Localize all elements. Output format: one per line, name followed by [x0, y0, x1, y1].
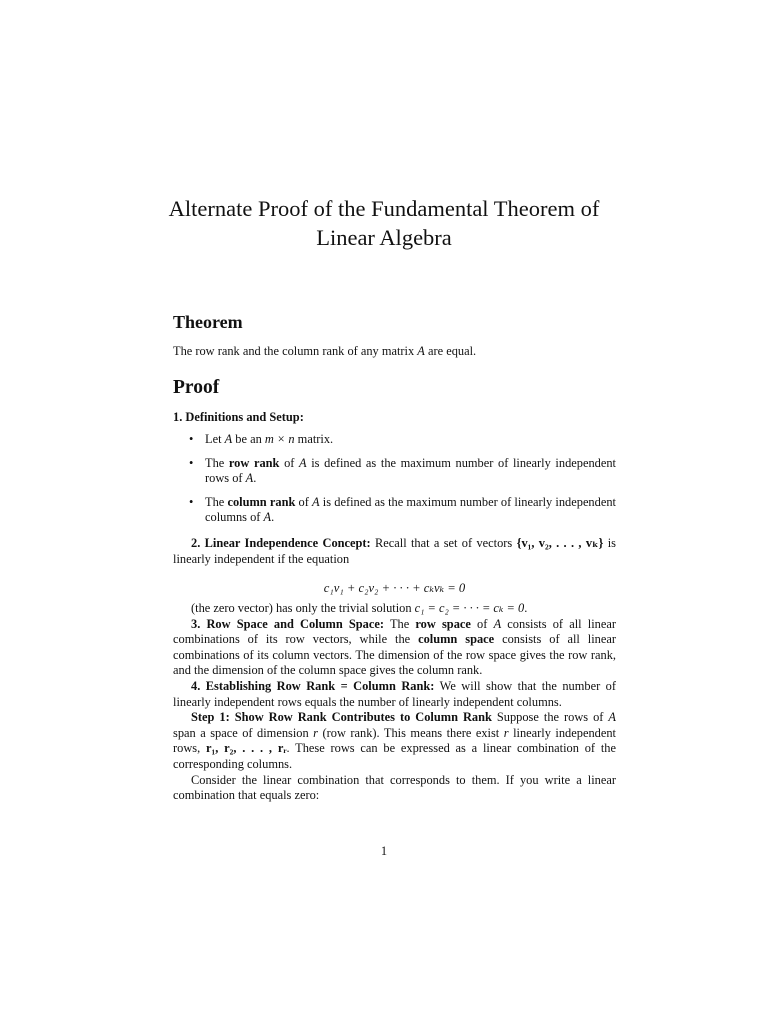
- step2-paragraph: 2. Linear Independence Concept: Recall that a set of vectors {v₁, v₂, . . . , vₖ} is linearly independent if the equation: [173, 536, 616, 566]
- list-item: • The column rank of A is defined as the maximum number of linearly independent columns of A.: [173, 495, 616, 526]
- page-number: 1: [380, 844, 388, 858]
- step-a-paragraph: Step 1: Show Row Rank Contributes to Column Rank Suppose the rows of A span a space of dimension r (row rank). This means there exist r linearly independent rows, r₁, r₂, . . . , rᵣ. These rows can be expressed as a linear combination of the corresponding columns.: [173, 710, 616, 771]
- list-item: • Let A be an m × n matrix.: [173, 432, 616, 448]
- step4-paragraph: 4. Establishing Row Rank = Column Rank: We will show that the number of linearly independent rows equals the number of linearly independent columns.: [173, 678, 616, 709]
- theorem-statement: The row rank and the column rank of any matrix A are equal.: [173, 344, 477, 358]
- step3-paragraph: 3. Row Space and Column Space: The row space of A consists of all linear combinations of its row vectors, while the column space consists of all linear combinations of its column vectors. The dimension of the row space gives the row rank, and the dimension of the column space gives the column rank.: [173, 616, 617, 678]
- step-a-heading: Step 1: Show Row Rank Contributes to Column Rank: [191, 710, 492, 725]
- step2-continuation: (the zero vector) has only the trivial solution c₁ = c₂ = · · · = cₖ = 0.: [191, 601, 528, 615]
- consider-paragraph: Consider the linear combination that corresponds to them. If you write a linear combination that equals zero:: [173, 772, 616, 803]
- proof-body: [173, 601, 616, 804]
- vector-set: {v₁, v₂, . . . , vₖ}: [516, 536, 604, 550]
- list-item: • The row rank of A is defined as the maximum number of linearly independent rows of A.: [173, 456, 616, 487]
- step1-heading: 1. Definitions and Setup:: [173, 410, 304, 424]
- document-title: Alternate Proof of the Fundamental Theorem of Linear Algebra: [168, 196, 600, 250]
- display-equation: c₁v₁ + c₂v₂ + · · · + cₖvₖ = 0: [323, 581, 466, 595]
- proof-heading: Proof: [173, 377, 220, 398]
- definitions-list: [173, 432, 616, 534]
- step2-heading: 2. Linear Independence Concept:: [191, 536, 371, 550]
- theorem-heading: Theorem: [173, 312, 243, 332]
- step4-heading: 4. Establishing Row Rank = Column Rank:: [191, 678, 435, 693]
- step3-heading: 3. Row Space and Column Space:: [191, 616, 384, 631]
